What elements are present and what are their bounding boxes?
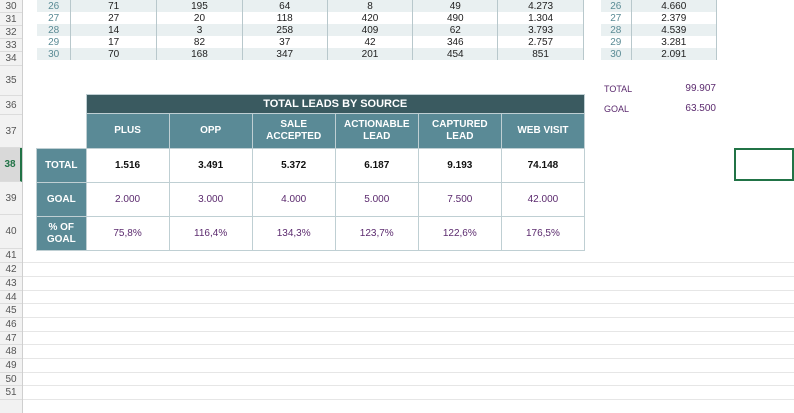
table-cell[interactable]: 4.000 <box>252 183 335 217</box>
table-row <box>37 48 584 60</box>
table-row <box>601 0 717 12</box>
table-cell[interactable]: 49 <box>413 0 498 12</box>
table-cell[interactable]: 258 <box>242 24 327 36</box>
row-number[interactable]: 40 <box>0 215 22 249</box>
table-cell[interactable]: 2.000 <box>86 183 169 217</box>
row-number[interactable]: 34 <box>0 52 22 66</box>
row-number[interactable]: 33 <box>0 39 22 52</box>
row-number[interactable]: 30 <box>0 0 22 13</box>
gridline <box>23 262 794 263</box>
table-cell[interactable]: 8 <box>327 0 413 12</box>
row-number[interactable]: 44 <box>0 291 22 304</box>
row-number[interactable]: 36 <box>0 96 22 115</box>
table-cell[interactable]: 134,3% <box>252 217 335 251</box>
blank-cell <box>37 95 87 114</box>
table-cell[interactable]: 4.660 <box>631 0 716 12</box>
table-cell[interactable]: 409 <box>327 24 413 36</box>
table-cell[interactable]: 26 <box>601 0 631 12</box>
table-row <box>37 24 584 36</box>
table-cell[interactable]: 14 <box>71 24 157 36</box>
table-cell[interactable]: 3.793 <box>498 24 584 36</box>
table-cell[interactable]: 346 <box>413 36 498 48</box>
gridline <box>23 317 794 318</box>
column-header[interactable]: SALE ACCEPTED <box>252 114 335 149</box>
table-cell[interactable]: 122,6% <box>418 217 501 251</box>
table-cell[interactable]: 75,8% <box>86 217 169 251</box>
table-cell[interactable]: 4.273 <box>498 0 584 12</box>
table-cell[interactable]: 30 <box>601 48 631 60</box>
row-number[interactable]: 50 <box>0 373 22 386</box>
table-cell[interactable]: 7.500 <box>418 183 501 217</box>
table-row <box>601 48 717 60</box>
table-cell[interactable]: 20 <box>157 12 243 24</box>
column-header[interactable]: OPP <box>169 114 252 149</box>
daily-data-table <box>37 0 584 60</box>
row-number[interactable]: 41 <box>0 249 22 263</box>
table-cell[interactable]: 454 <box>413 48 498 60</box>
table-cell[interactable]: 176,5% <box>501 217 584 251</box>
total-leads-by-source-table <box>36 94 585 251</box>
gridline <box>23 290 794 291</box>
table-cell[interactable]: 42 <box>327 36 413 48</box>
table-cell[interactable]: 347 <box>242 48 327 60</box>
table-cell[interactable]: 27 <box>601 12 631 24</box>
table-row <box>601 12 717 24</box>
table-cell[interactable]: 490 <box>413 12 498 24</box>
column-header[interactable]: WEB VISIT <box>501 114 584 149</box>
table-cell[interactable]: 3.281 <box>631 36 716 48</box>
table-row <box>601 24 717 36</box>
table-cell[interactable]: 28 <box>601 24 631 36</box>
table-cell[interactable]: 851 <box>498 48 584 60</box>
table-cell[interactable]: 3.000 <box>169 183 252 217</box>
gridline <box>23 303 794 304</box>
table-cell[interactable]: 1.516 <box>86 149 169 183</box>
table-cell[interactable]: 3.491 <box>169 149 252 183</box>
table-cell[interactable]: 168 <box>157 48 243 60</box>
table-cell[interactable]: 5.372 <box>252 149 335 183</box>
active-cell-selection[interactable] <box>734 148 794 181</box>
gridline <box>23 358 794 359</box>
row-number-selected[interactable]: 38 <box>0 148 22 182</box>
table-cell[interactable]: 1.304 <box>498 12 584 24</box>
table-cell[interactable]: 195 <box>157 0 243 12</box>
row-label[interactable]: GOAL <box>37 183 87 217</box>
table-cell[interactable]: 70 <box>71 48 157 60</box>
table-row <box>37 36 584 48</box>
row-number[interactable]: 47 <box>0 332 22 345</box>
table-cell[interactable]: 29 <box>37 36 71 48</box>
table-cell[interactable]: 2.379 <box>631 12 716 24</box>
column-header[interactable]: ACTIONABLE LEAD <box>335 114 418 149</box>
gridline <box>23 276 794 277</box>
table-cell[interactable]: 123,7% <box>335 217 418 251</box>
table-cell[interactable]: 6.187 <box>335 149 418 183</box>
row-number[interactable]: 31 <box>0 13 22 26</box>
goal-label: GOAL <box>604 104 630 114</box>
gridline <box>23 399 794 400</box>
row-number[interactable]: 32 <box>0 26 22 39</box>
table-title[interactable]: TOTAL LEADS BY SOURCE <box>86 95 584 114</box>
table-row <box>601 36 717 48</box>
column-header[interactable]: PLUS <box>86 114 169 149</box>
row-number[interactable]: 42 <box>0 263 22 277</box>
table-cell[interactable]: 28 <box>37 24 71 36</box>
row-number[interactable]: 35 <box>0 66 22 96</box>
row-number[interactable]: 43 <box>0 277 22 291</box>
table-cell[interactable]: 26 <box>37 0 71 12</box>
table-row <box>37 149 585 183</box>
table-cell[interactable]: 201 <box>327 48 413 60</box>
table-cell[interactable]: 2.091 <box>631 48 716 60</box>
row-number[interactable]: 46 <box>0 318 22 332</box>
column-header[interactable]: CAPTURED LEAD <box>418 114 501 149</box>
table-cell[interactable]: 5.000 <box>335 183 418 217</box>
row-label[interactable]: TOTAL <box>37 149 87 183</box>
table-row <box>37 0 584 12</box>
row-number[interactable]: 39 <box>0 182 22 215</box>
row-header-column <box>0 0 23 413</box>
gridline <box>23 385 794 386</box>
table-cell[interactable]: 116,4% <box>169 217 252 251</box>
gridline <box>23 331 794 332</box>
table-cell[interactable]: 4.539 <box>631 24 716 36</box>
table-cell[interactable]: 9.193 <box>418 149 501 183</box>
table-cell[interactable]: 30 <box>37 48 71 60</box>
table-cell[interactable]: 27 <box>71 12 157 24</box>
row-number[interactable]: 37 <box>0 115 22 148</box>
table-row <box>37 183 585 217</box>
total-value[interactable]: 99.907 <box>685 83 716 94</box>
table-cell[interactable]: 3 <box>157 24 243 36</box>
table-row <box>37 217 585 251</box>
row-label[interactable]: % OF GOAL <box>37 217 87 251</box>
table-cell[interactable]: 74.148 <box>501 149 584 183</box>
table-cell[interactable]: 27 <box>37 12 71 24</box>
blank-cell <box>37 114 87 149</box>
table-cell[interactable]: 62 <box>413 24 498 36</box>
row-number[interactable]: 51 <box>0 386 22 400</box>
table-cell[interactable]: 37 <box>242 36 327 48</box>
row-number[interactable]: 45 <box>0 304 22 318</box>
row-number[interactable]: 48 <box>0 345 22 359</box>
table-cell[interactable]: 29 <box>601 36 631 48</box>
table-row <box>37 12 584 24</box>
table-cell[interactable]: 82 <box>157 36 243 48</box>
table-cell[interactable]: 420 <box>327 12 413 24</box>
goal-value[interactable]: 63.500 <box>685 103 716 114</box>
daily-total-table <box>601 0 717 60</box>
table-cell[interactable]: 64 <box>242 0 327 12</box>
row-number[interactable]: 49 <box>0 359 22 373</box>
gridline <box>23 344 794 345</box>
table-cell[interactable]: 2.757 <box>498 36 584 48</box>
total-label: TOTAL <box>604 84 633 94</box>
table-cell[interactable]: 17 <box>71 36 157 48</box>
table-cell[interactable]: 42.000 <box>501 183 584 217</box>
table-cell[interactable]: 118 <box>242 12 327 24</box>
gridline <box>23 372 794 373</box>
table-cell[interactable]: 71 <box>71 0 157 12</box>
